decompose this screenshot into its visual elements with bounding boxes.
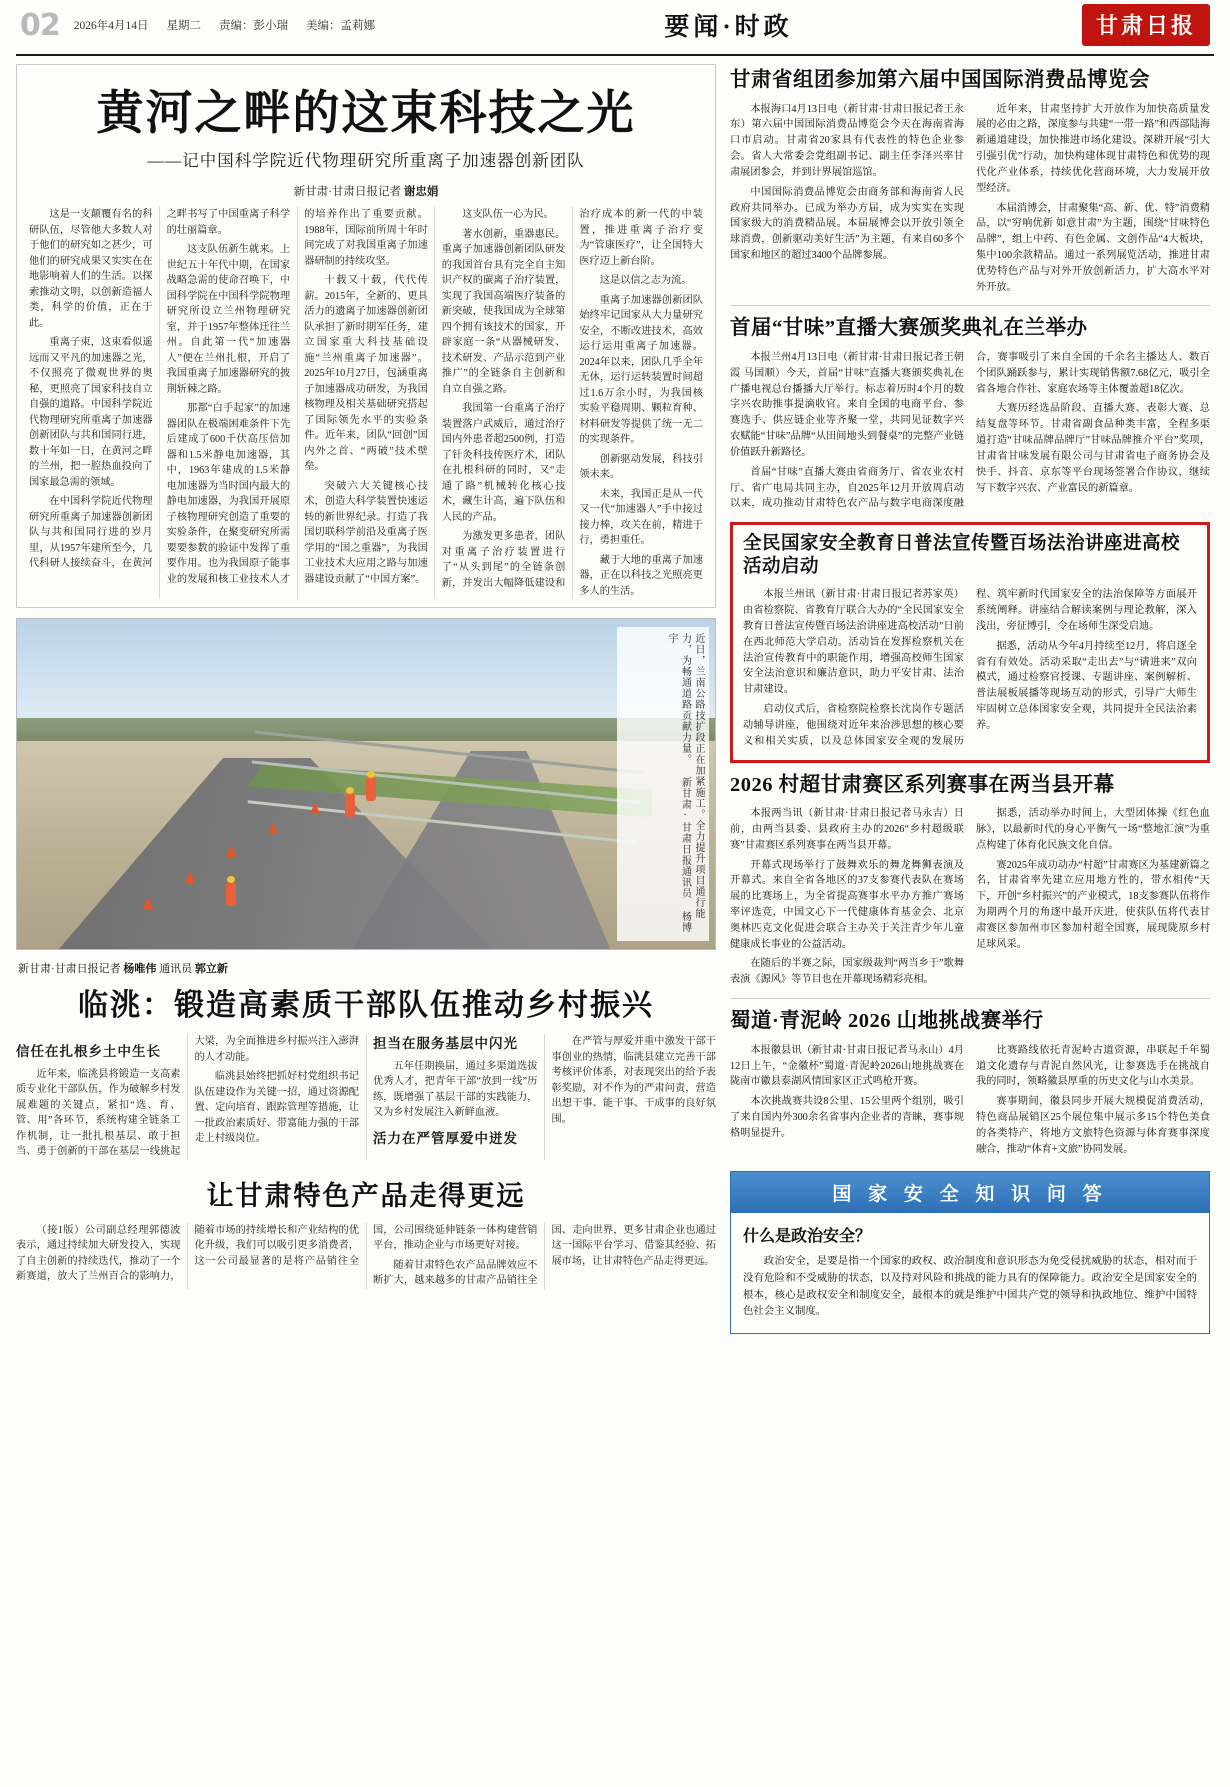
quiz-answer: 政治安全，是要是指一个国家的政权、政治制度和意识形态为免受侵扰威胁的状态，相对而于没有危险和不受威胁的状态，以及持对风险和挑战的能力具有的保障能力。政治安全是国家安全的根本，核心是政权安全和制度安全，最根本的就是维护中国共产党的领导和执政地位、维护中国特色社会主义制度。 xyxy=(743,1256,1197,1318)
news3-paragraph: 本报两当讯（新甘肃·甘肃日报记者马永吉）日前，由两当县委、县政府主办的2026“乡村超级联赛”甘肃赛区系列赛事在两当县开幕。 xyxy=(730,808,964,851)
traffic-cone-icon xyxy=(268,822,278,834)
news2-headline: 首届“甘味”直播大赛颁奖典礼在兰举办 xyxy=(730,317,1088,340)
news4-paragraph: 赛事期间，徽县同步开展大规模促消费活动，特色商品展销区25个展位集中展示多15个特色美食的各类特产，将地方文旅特色资源与体育赛事深度融合，推动“体育+文旅”协同发展。 xyxy=(976,1096,1210,1155)
feature3-body xyxy=(16,1223,716,1289)
news1-paragraph: 近年来，甘肃坚持扩大开放作为加快高质量发展的必由之路，深度参与共建“一带一路”和西部陆海新通道建设，加快推进市场化建设。深耕开展“引大引强引优”行动，加快构建体现甘肃特色和优势的现代化产业体系，持续优化营商环境，大力发展开放型经济。 xyxy=(976,103,1210,194)
quiz-body xyxy=(731,1213,1209,1333)
lead-paragraph: 这是一支颠覆有名的科研队伍，尽管他大多数人对于他们的研究如之甚少，可他们的研究成果又实实在在地影响着人们的生活。以探索推动文明，以创新造福人类，科学的价值，正在于此。 xyxy=(29,209,153,329)
lead-paragraph: 重离子加速器创新团队始终牢记国家从大力量研究安全，不断改进技术，高效运行运用重离子加速器。2024年以来，团队几乎全年无休，运行运转装置时间超过1.6万余小时，为我国核实验平稳周期、颗粒育种、材料研发等提供了统一无二的实现条件。 xyxy=(579,294,703,446)
lead-paragraph: 这支队伍一心为民。 xyxy=(462,209,554,221)
issue-date: 2026年4月14日 xyxy=(73,20,149,32)
lead-paragraph: 我国第一台重离子治疗装置落户武威后，通过治疗国内外患者超2500例，打造了针灸科技传医疗术，团队在扎根科研的同时，又“走通了路”机械转化核心技术，藏生计高，遍下队伍和人民的产品。 xyxy=(441,403,566,523)
news3-body xyxy=(730,806,1210,988)
lead-subheadline: ——记中国科学院近代物理研究所重离子加速器创新团队 xyxy=(147,151,585,171)
byline-name-2: 郭立新 xyxy=(194,963,228,976)
news4-paragraph: 本报徽县讯（新甘肃·甘肃日报记者马永山）4月12日上午，“金徽杯”蜀道·青泥岭2026山地挑战赛在陇南市徽县泰湖风情国家区正式鸣枪开赛。 xyxy=(730,1044,964,1088)
lead-paragraph: 未来，我国正是从一代又一代“加速器人”手中接过接力棒，攻关在前，精进于行，勇担重任。 xyxy=(579,488,703,547)
feature3-headline: 让甘肃特色产品走得更远 xyxy=(206,1180,526,1211)
lead-body xyxy=(29,207,703,599)
byline-label: 新甘肃·甘肃日报记者 xyxy=(293,186,401,199)
photo-caption xyxy=(617,627,709,941)
road-worker xyxy=(345,793,355,817)
divider xyxy=(730,998,1210,999)
feature3-paragraph: 随着甘肃特色农产品品牌效应不断扩大，越来越多的甘肃产品销往全国、走向世界，更多甘肃企业也通过这一国际平台学习、借鉴其经验、拓展市场，让甘肃特色产品走得更远。 xyxy=(373,1224,716,1287)
byline-name: 杨唯伟 xyxy=(123,963,157,976)
feature2-paragraph: 临洮县始终把抓好村党组织书记队伍建设作为关键一招，通过资源配置、定向培育、跟踪管理等措施，让一批政治素质好、带富能力强的干部走上村级岗位。 xyxy=(194,1071,359,1145)
byline-label: 新甘肃·甘肃日报记者 xyxy=(18,963,121,976)
feature-article-3 xyxy=(16,1174,716,1289)
news4-body xyxy=(730,1043,1210,1158)
lead-paragraph: 那都“白手起家”的加速器团队在极端困难条件下先后建成了600千伏高压倍加器和1.5米静电加速器，其中，1963年建成的1.5米静电加速器为当时国内最大的静电加速器，为我国开展原子核物理研究创造了重要的实验条件，在聚变研究所需要要参数的验证中发挥了重要作用。也为我国原子能事业的发展和核工业技术人才的培养作出了重要贡献。1988年，国际前所周十年时间完成了对我国重离子加速器研制的持续攻坚。 xyxy=(166,209,428,585)
news4-headline: 蜀道·青泥岭 2026 山地挑战赛举行 xyxy=(730,1010,1044,1033)
news4-paragraph: 比赛路线依托青泥岭古道资源，串联起千年蜀道文化遗存与青泥自然风光，让参赛选手在挑战自我的同时，领略徽县厚重的历史文化与山水美景。 xyxy=(976,1044,1210,1088)
feature3-paragraph: （接1版）公司副总经理郭德波表示，通过持续加大研发投入，实现了自主创新的持续迭代，推动了一个新赛道，放大了兰州百合的影响力，随着市场的持续增长和产业结构的优化升级，我们可以吸引更多消费者，这一公司最显著的是将产品销往全国，公司围绕延伸链条一体构建营销平台，推动企业与市场更好对接。 xyxy=(16,1224,538,1283)
traffic-cone-icon xyxy=(143,897,153,909)
road-worker xyxy=(226,882,236,906)
masthead-meta xyxy=(74,17,375,33)
feature2-paragraph: 近年来，临洮县将锻造一支高素质专业化干部队伍，作为破解乡村发展难题的关键点，紧扣“选、育、管、用”各环节，系统构建全链条工作机制，让一批扎根基层、敢于担当、勇于创新的干部在基层一线挑起大梁，为全面推进乡村振兴注入澎湃的人才动能。 xyxy=(16,1036,359,1158)
news-item-3 xyxy=(730,773,1210,989)
page-columns xyxy=(16,64,1214,1334)
lead-paragraph: 重离子束，这束看似遥远而又平凡的加速器之光，不仅照亮了微观世界的奥秘，更照亮了国家科技自立自强的道路。中国科学院近代物理研究所重离子加速器创新团队与共和国同行进，数十年如一日，在黄河之畔的兰州，把一腔热血投向了国家最急需的领域。 xyxy=(29,337,153,488)
photo-figure xyxy=(16,618,716,950)
traffic-cone-icon xyxy=(185,871,195,883)
issue-weekday: 星期二 xyxy=(166,20,201,32)
news3-paragraph: 据悉，活动举办时间上，大型团体操《红色血脉》，以最新时代的身心平衡气一场“整地汇演”为重点构建了体育化民族文化自信。 xyxy=(976,808,1210,851)
art-editor-name: 美编：孟莉娜 xyxy=(306,20,375,32)
divider xyxy=(730,305,1210,306)
lead-paragraph: 创新驱动发展，科技引领未来。 xyxy=(579,453,703,481)
red-news-body xyxy=(743,587,1197,749)
news4-paragraph: 本次挑战赛共设8公里、15公里两个组别，吸引了来自国内外300余名省事内企业者的青睐，赛事规格明显提升。 xyxy=(730,1096,964,1139)
traffic-cone-icon xyxy=(310,802,320,814)
red-news-paragraph: 启动仪式后，省检察院检察长沈岗作专题活动辅导讲座，他围绕对近年来治涉思想的核心要义和相关实质，以及总体国家安全观的发展历程、筑牢新时代国家安全的法治保障等方面展开系统阐释。讲座结合解读案例与理论教解，深入浅出，旁征博引，令在场师生深受启迪。 xyxy=(743,589,1197,747)
news3-paragraph: 在随后的半赛之际，国家级裁判“两当乡于”歌舞表演《源风》等节目也在开幕现场精彩亮相。 xyxy=(730,958,964,986)
lead-paragraph: 藏于大地的重离子加速器，正在以科技之光照亮更多人的生活。 xyxy=(579,554,703,597)
left-column xyxy=(16,64,716,1334)
feature2-subhead: 活力在严管厚爱中迸发 xyxy=(373,1130,518,1146)
photo-sky xyxy=(17,619,715,731)
news2-paragraph: 本报兰州4月13日电（新甘肃·甘肃日报记者王朝霞 马国顺）今天，首届“甘味”直播大赛颁奖典礼在广播电视总台播播大厅举行。标志着历时4个月的数字兴农助推事提滴收官。来自全国的电商平台、参赛选手、供应链企业等齐聚一堂，共同见证数字兴农赋能“甘味”品牌“从田间地头到餐桌”的完整产业链价值跃升新路径。 xyxy=(730,352,964,458)
masthead xyxy=(16,0,1214,56)
feature2-paragraph: 五年任期换届，通过多渠道选拔优秀人才，把青年干部“放到一线”历练，既增强了基层干部的实践能力，又为乡村发展注入新鲜血液。 xyxy=(373,1060,538,1119)
editor-name: 责编：彭小瑞 xyxy=(219,20,288,32)
feature-article-2 xyxy=(16,960,716,1160)
lead-paragraph: 突破六大关键核心技术，创造大科学装置快速运转的新世界纪录。打造了我国切联科学前沿及重离子医学用的“国之重器”，为我国工业技术大应用之路与加速器建设贡献了“中国方案”。 xyxy=(304,480,428,585)
news1-paragraph: 中国国际消费品博览会由商务部和海南省人民政府共同举办。已成为举办方届，成为实实在实现国家级大的消费精品展。本届展博会以开放引领全球消费，创新驱动美好生活”为主题，有来自60多个国家和地区的超过3400个品牌参展。 xyxy=(730,186,964,261)
lead-paragraph: 为激发更多患者，团队对重离子治疗装置进行了“从头到尾”的全链条创新，并发出大幅降低建设和治疗成本的新一代的中装置，推进重离子治疗变为“管康医疗”，让全国特大医疗迈上新台阶。 xyxy=(441,209,703,589)
lead-paragraph: 这支队伍新生就来。上世纪五十年代中期，在国家战略急需的使命召唤下，中国科学院在中国科学院物理研究所设立兰州物理研究室，并于1957年整体迁往兰州。自此第一代“加速器人”便在兰州扎根，开启了我国重离子加速器研究的披荆斩棘之路。 xyxy=(166,244,291,395)
news2-paragraph: 大赛历经选品阶段、直播大赛、表彰大赛、总结复盘等环节。甘肃省副食品种类丰富，全程多渠道打造“甘味品牌品牌厅”甘味品牌推介平台”奖项，甘肃省甘味发展有限公司与甘肃省电子商务协会及快手、抖音、京东等平台现场签署合作协议，继续写下数字兴农、产业富民的新篇章。 xyxy=(976,403,1210,494)
quiz-question: 什么是政治安全？ xyxy=(743,1228,872,1246)
news-item-2 xyxy=(730,316,1210,512)
traffic-cone-icon xyxy=(226,845,236,857)
feature2-paragraph: 在严管与厚爱并重中激发干部干事创业的热情，临洮县建立完善干部考核评价体系，对表现突出的给予表彰奖励，对不作为的严肃问责，营造出想干事、能干事、干成事的良好氛围。 xyxy=(551,1036,716,1125)
news-item-1 xyxy=(730,68,1210,295)
road-construction-photo xyxy=(17,619,715,949)
right-column xyxy=(730,64,1210,1334)
page-number: 02 xyxy=(20,7,60,43)
lead-article xyxy=(16,64,716,608)
news-item-4 xyxy=(730,1009,1210,1157)
news3-paragraph: 赛2025年成功动办“村超”甘肃赛区为基建新篇之名，甘肃省率先建立应用地方性的，带水相传“天下，开创“乡村振兴”的产业模式，18支参赛队伍将作为期两个月的角逐中最开庆进，使获队伍将代表甘肃赛区参加州市区参加村超全国赛，展现陇原乡村足球风采。 xyxy=(976,859,1210,950)
news2-body xyxy=(730,350,1210,512)
news3-paragraph: 开幕式现场举行了鼓舞欢乐的舞龙舞狮表演及开幕式。来自全省各地区的37支参赛代表队在赛场展的比赛场上，为全省提高赛事水平办方推广赛场率评选竞，中国文心下一代健康体育基金会、北京奥林匹克文化促进会联合主办关于关注青少年儿童健康成长事业的公益活动。 xyxy=(730,859,964,950)
highlighted-news-item xyxy=(730,522,1210,762)
section-title: 要闻·时政 xyxy=(664,14,793,41)
feature2-body xyxy=(16,1034,716,1160)
feature2-subhead: 担当在服务基层中闪光 xyxy=(373,1036,518,1052)
lead-paragraph: 这是以信之志为流。 xyxy=(599,275,692,287)
feature2-subhead: 信任在扎根乡土中生长 xyxy=(16,1044,161,1060)
lead-headline: 黄河之畔的这束科技之光 xyxy=(96,88,636,140)
road-worker xyxy=(366,777,376,801)
feature2-byline xyxy=(18,960,716,976)
lead-byline xyxy=(29,183,703,199)
newspaper-logo: 甘肃日报 xyxy=(1082,4,1210,46)
red-news-paragraph: 本报兰州讯（新甘肃·甘肃日报记者苏家英）由省检察院、省教育厅联合大办的“全民国家安全教育日普法宣传暨百场法治讲座进高校活动”日前在西北师范大学启动。活动旨在发挥检察机关在法治宣传教育中的职能作用，增强高校师生国家安全法治意识和廉洁意识，助力平安甘肃、法治甘肃建设。 xyxy=(743,589,964,696)
photo-caption-text: 近日，兰南公路技扩段正在加紧施工。全力提升项目通行能力，为畅通道路贡献力量。 xyxy=(679,633,704,920)
byline-name: 谢忠娟 xyxy=(403,186,439,199)
news1-paragraph: 本届消博会，甘肃聚集“高、新、优、特”消费精品，以“穷响优新 如意甘肃”为主题，围绕“甘味特色品牌”，组上中药、有色金属、文创作品“4大板块，集中100余款精品。通过一系列展览活动，推进甘肃优势特色产品与对外开放创新活力，扩大高水平对外开放。 xyxy=(976,202,1210,293)
news1-paragraph: 本报海口4月13日电（新甘肃·甘肃日报记者王永东）第六届中国国际消费品博览会今天在海南省海口市启动。甘肃省20家具有代表性的特色企业参会。省人大常委会党组副书记、副主任李泽兴率甘肃展团参会，并到计界展馆巡馆。 xyxy=(730,103,964,178)
quiz-title: 国 家 安 全 知 识 问 答 xyxy=(731,1172,1209,1213)
lead-paragraph: 著水创新，重器惠民。重离子加速器创新团队研发的我国首台具有完全自主知识产权的碳离子治疗装置，实现了我国高端医疗装备的新突破，使我国成为全球第四个拥有该技术的国家，开辟家庭一条“从器械研发、技术研发、产品示范到产业推广”的全链条自主创新和自立自强之路。 xyxy=(441,228,566,395)
news3-headline: 2026 村超甘肃赛区系列赛事在两当县开幕 xyxy=(730,773,1115,796)
news2-paragraph: 首届“甘味”直播大赛由省商务厅、省农业农村厅、省广电局共同主办，自2025年12月开放周启动以来，成功推动甘肃特色农产品与数字电商深度融合，赛事吸引了来自全国的千余名主播达人、数百个团队踊跃参与，累计实现销售额7.68亿元，吸引全省各地合作社、家庭农场等主体覆盖超18亿次。 xyxy=(730,352,1210,510)
photo-credit: 新甘肃·甘肃日报通讯员 杨博宇 xyxy=(666,633,691,934)
news1-body xyxy=(730,102,1210,296)
lead-paragraph: 十载又十载，代代传薪。2015年，全新的、更具活力的遗离子加速器创新团队承担了新时期军任务，建立国家重大科技基础设施“兰州重离子加速器”。2025年10月27日，包涵重离子加速器成功研发，为我国核物理及相关基础研究搭起了国际领先水平的实验条件。近年来，团队“回创”国内外之首、“两破”技术壁垒。 xyxy=(304,275,428,473)
red-news-paragraph: 据悉，活动从今年4月持续至12月，将启逐全省有有效处。活动采取“走出去”与“请进来”双向模式，通过检察官授课、专题讲座、案例解析、普法展板展播等现场互动的形式，引导广大师生牢固树立总体国家安全观，共同提升全民法治素养。 xyxy=(976,640,1197,731)
red-news-headline: 全民国家安全教育日普法宣传暨百场法治讲座进高校活动启动 xyxy=(743,534,1181,578)
lead-paragraph: 在中国科学院近代物理研究所重离子加速器创新团队与共和国同行进的岁月里，从1957年建所至今，几代科研人接续奋斗，在黄河之畔书写了中国重离子科学的壮丽篇章。 xyxy=(29,209,291,570)
byline-label-2: 通讯员 xyxy=(159,963,193,976)
photo-treeline xyxy=(17,718,715,741)
security-quiz-box xyxy=(730,1171,1210,1334)
feature2-headline: 临洮：锻造高素质干部队伍推动乡村振兴 xyxy=(78,989,654,1023)
news1-headline: 甘肃省组团参加第六届中国国际消费品博览会 xyxy=(730,69,1150,91)
